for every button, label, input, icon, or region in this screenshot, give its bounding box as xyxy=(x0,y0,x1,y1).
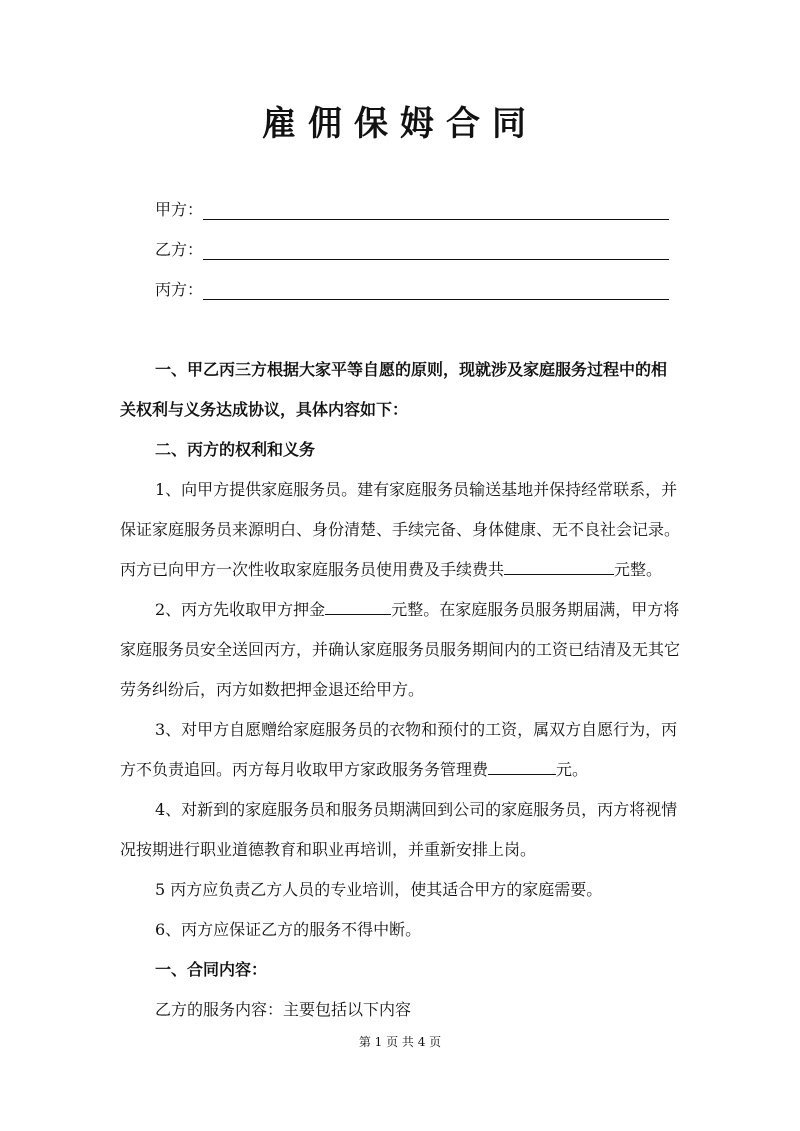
management-fee-blank[interactable] xyxy=(488,758,556,775)
item1-line3 xyxy=(120,558,686,582)
party-jia-row xyxy=(155,196,669,220)
party-yi-label: 乙方： xyxy=(155,240,204,259)
section2-heading: 二、丙方的权利和义务 xyxy=(155,440,316,459)
item3-line2-suffix: 元。 xyxy=(556,760,589,779)
item5: 5 丙方应负责乙方人员的专业培训，使其适合甲方的家庭需要。 xyxy=(155,880,603,899)
usage-fee-blank[interactable] xyxy=(504,558,614,575)
item1-line2: 保证家庭服务员来源明白、身份清楚、手续完备、身体健康、无不良社会记录。 xyxy=(120,520,681,539)
item4-line1: 4、对新到的家庭服务员和服务员期满回到公司的家庭服务员，丙方将视情 xyxy=(155,800,678,819)
page-footer: 第 1 页 共 4 页 xyxy=(358,1035,442,1049)
item2-line1 xyxy=(155,598,721,622)
section1-line1: 一、甲乙丙三方根据大家平等自愿的原则，现就涉及家庭服务过程中的相 xyxy=(155,360,668,379)
party-bing-label: 丙方： xyxy=(155,280,204,299)
item3-line2 xyxy=(120,758,686,782)
party-yi-blank[interactable] xyxy=(203,239,669,260)
item2-line3: 劳务纠纷后，丙方如数把押金退还给甲方。 xyxy=(120,680,425,699)
party-jia-label: 甲方： xyxy=(155,200,204,219)
party-bing-blank[interactable] xyxy=(203,279,669,300)
item1-line3-suffix: 元整。 xyxy=(614,560,663,579)
item2-line1-text: 2、丙方先收取甲方押金 xyxy=(155,600,326,619)
document-title: 雇佣保姆合同 xyxy=(262,104,538,144)
section3-heading: 一、合同内容： xyxy=(155,960,268,979)
item2-line2: 家庭服务员安全送回丙方，并确认家庭服务员服务期间内的工资已结清及无其它 xyxy=(120,640,681,659)
item2-line1-suffix: 元整。在家庭服务员服务期届满，甲方将 xyxy=(391,600,680,619)
service-content-line: 乙方的服务内容：主要包括以下内容 xyxy=(155,1000,412,1019)
item3-line2-text: 方不负责追回。丙方每月收取甲方家政服务务管理费 xyxy=(120,760,489,779)
item1-line3-text: 丙方已向甲方一次性收取家庭服务员使用费及手续费共 xyxy=(120,560,505,579)
section1-line2: 关权利与义务达成协议，具体内容如下： xyxy=(120,400,409,419)
party-yi-row xyxy=(155,236,669,260)
deposit-blank[interactable] xyxy=(325,598,391,615)
item1-line1: 1、向甲方提供家庭服务员。建有家庭服务员输送基地并保持经常联系，并 xyxy=(155,480,678,499)
item6: 6、丙方应保证乙方的服务不得中断。 xyxy=(155,920,422,939)
item3-line1: 3、对甲方自愿赠给家庭服务员的衣物和预付的工资，属双方自愿行为，丙 xyxy=(155,720,678,739)
party-jia-blank[interactable] xyxy=(203,199,669,220)
party-bing-row xyxy=(155,276,669,300)
item4-line2: 况按期进行职业道德教育和职业再培训，并重新安排上岗。 xyxy=(120,840,537,859)
